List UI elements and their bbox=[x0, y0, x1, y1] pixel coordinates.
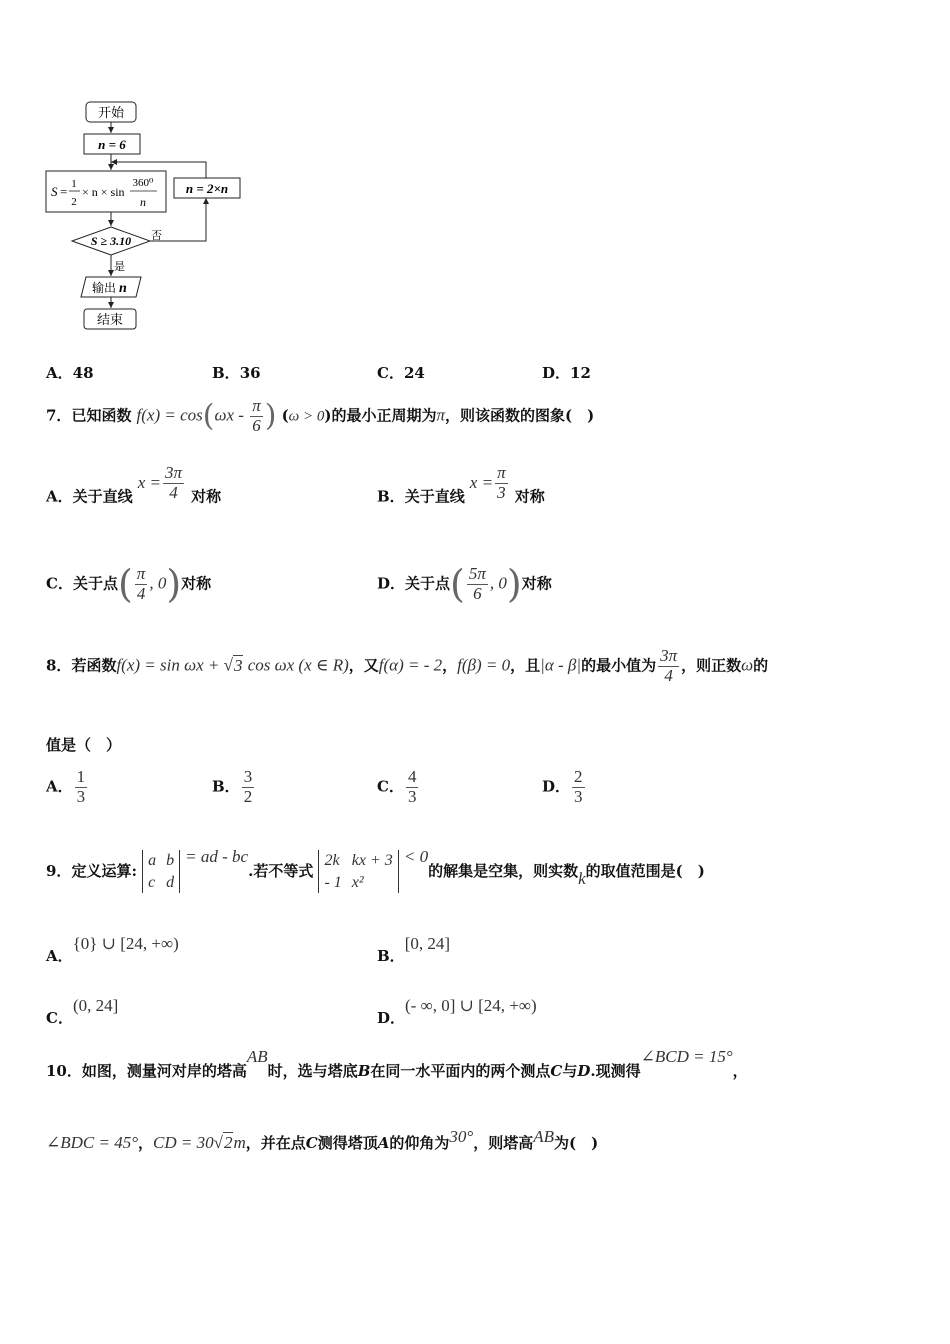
flow-no-label: 否 bbox=[151, 230, 162, 242]
q9-option-c[interactable]: C．(0, 24] bbox=[46, 996, 119, 1027]
svg-text:=: = bbox=[60, 184, 68, 199]
q8-stem: 8．若函数f(x) = sin ωx + √3 cos ωx (x ∈ R)，又f(α) = - 2，f(β) = 0，且|α - β|的最小值为 $\frac{3\pi}{4}$ ，则正数ω的 bbox=[46, 646, 769, 685]
flow-compute-half-den: 2 bbox=[71, 196, 77, 208]
q6-option-b[interactable]: B．36 bbox=[212, 364, 261, 382]
q10-stem: 10．如图，测量河对岸的塔高AB时，选与塔底B在同一水平面内的两个测点C与D.现测得∠BCD = 15°， bbox=[46, 1047, 748, 1080]
flow-start-text: 开始 bbox=[97, 105, 125, 120]
q9-option-a[interactable]: A．{0} ∪ [24, +∞) bbox=[46, 934, 179, 965]
flow-output-var: n bbox=[119, 281, 127, 296]
q8-option-b[interactable]: B． $\frac{3}{2}$ bbox=[212, 767, 253, 806]
q7-option-d[interactable]: D．关于点( $\frac{5\pi}{6}$ , 0)对称 bbox=[377, 562, 552, 606]
flow-end-text: 结束 bbox=[96, 312, 124, 327]
flow-init-text: n = 6 bbox=[98, 137, 126, 152]
q8-option-a[interactable]: A． $\frac{1}{3}$ bbox=[46, 767, 86, 806]
q6-option-d[interactable]: D．12 bbox=[542, 364, 591, 382]
q9-det-inequality: 2k kx + 3 - 1 x² bbox=[318, 850, 398, 893]
flowchart bbox=[40, 95, 260, 340]
flow-compute-s: S bbox=[51, 184, 58, 199]
flow-yes-label: 是 bbox=[114, 261, 125, 273]
q7-stem: 7．已知函数 f(x) = cos(ωx - $\frac{\pi}{6}$ ) (ω > 0)的最小正周期为π，则该函数的图象( ) bbox=[46, 396, 595, 435]
q7-option-a[interactable]: A．关于直线 x = $\frac{3\pi}{4}$ 对称 bbox=[46, 463, 222, 506]
flow-compute-num: 360⁰ bbox=[132, 177, 154, 189]
q9-option-b[interactable]: B．[0, 24] bbox=[377, 934, 451, 965]
q8-option-c[interactable]: C． $\frac{4}{3}$ bbox=[377, 767, 417, 806]
q9-option-d[interactable]: D．(- ∞, 0] ∪ [24, +∞) bbox=[377, 996, 537, 1027]
q7-option-c[interactable]: C．关于点( $\frac{\pi}{4}$ , 0)对称 bbox=[46, 562, 212, 606]
flow-condition-text: S ≥ 3.10 bbox=[90, 234, 132, 248]
flow-compute-half-num: 1 bbox=[71, 178, 77, 190]
q7-option-b[interactable]: B．关于直线 x = $\frac{\pi}{3}$ 对称 bbox=[377, 463, 545, 506]
flow-compute-den: n bbox=[140, 195, 146, 209]
flow-output-text: 输出 bbox=[92, 281, 117, 295]
q8-option-d[interactable]: D． $\frac{2}{3}$ bbox=[542, 767, 583, 806]
q9-stem: 9．定义运算: a b c d = ad - bc.若不等式 2k kx + 3 - 1 x² < 0的解集是空集，则实数k的取值范围是( ) bbox=[46, 850, 705, 893]
flow-compute-mid: × n × sin bbox=[82, 185, 125, 199]
q6-option-a[interactable]: A．48 bbox=[46, 364, 94, 382]
q8-stem-line2: 值是（ ） bbox=[46, 736, 122, 754]
q10-stem-line2: ∠BDC = 45°，CD = 30√2m，并在点C测得塔顶A的仰角为30°，则塔高AB为( ) bbox=[46, 1127, 599, 1152]
q9-det-definition: a b c d bbox=[142, 850, 180, 893]
q6-option-c[interactable]: C．24 bbox=[377, 364, 425, 382]
flow-update-text: n = 2×n bbox=[185, 181, 229, 196]
